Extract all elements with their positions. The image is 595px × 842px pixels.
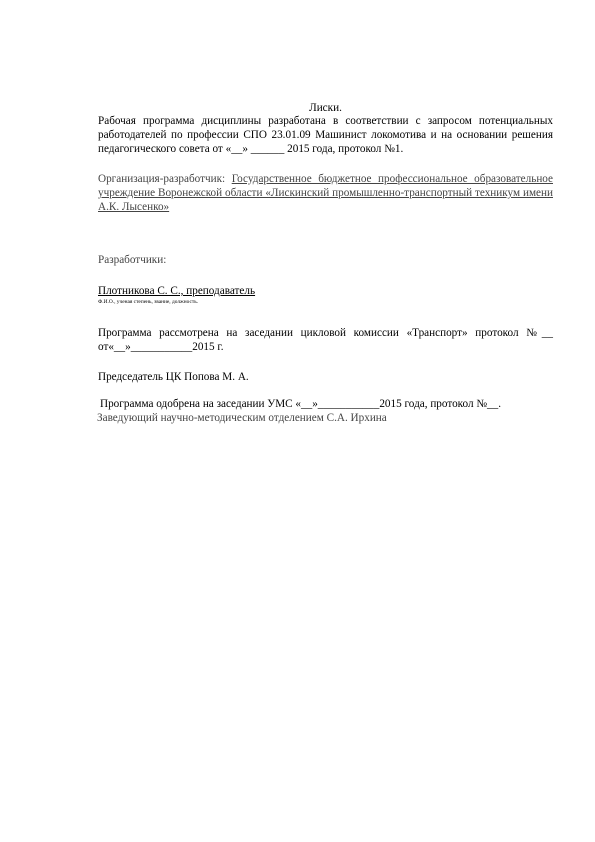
city-text: Лиски. bbox=[309, 102, 342, 114]
commission-paragraph bbox=[98, 326, 553, 354]
developer-caption: Ф.И.О., ученая степень, звание, должность. bbox=[98, 299, 199, 306]
developers-label: Разработчики: bbox=[98, 254, 167, 266]
developer-entry bbox=[98, 284, 553, 306]
intro-text: Рабочая программа дисциплины разработана в соответствии с запросом потенциальных работодателей по профессии СПО 23.01.09 Машинист локомотива и на основании решения педагогического совета от «__» ______ 2015 года, протокол №1. bbox=[98, 115, 553, 156]
head-text: Заведующий научно-методическим отделением С.А. Ирхина bbox=[97, 412, 387, 424]
chair-text: Председатель ЦК Попова М. А. bbox=[98, 371, 249, 383]
organization-name: Государственное бюджетное профессиональное образовательное учреждение Воронежской области «Лискинский промышленно-транспортный техникум имени А.К. Лысенко» bbox=[98, 173, 553, 214]
ums-line bbox=[100, 397, 555, 411]
head-line bbox=[97, 411, 552, 425]
intro-paragraph bbox=[98, 114, 553, 157]
chair-line bbox=[98, 370, 553, 384]
developer-name: Плотникова С. С., преподаватель bbox=[98, 285, 256, 297]
ums-text: Программа одобрена на заседании УМС «__»___________2015 года, протокол №__. bbox=[100, 398, 502, 410]
organization-label: Организация-разработчик: bbox=[98, 173, 226, 185]
commission-text: Программа рассмотрена на заседании цикловой комиссии «Транспорт» протокол №__ от«__»___________2015 г. bbox=[98, 327, 553, 354]
organization-paragraph bbox=[98, 172, 553, 215]
developers-heading bbox=[98, 253, 553, 267]
